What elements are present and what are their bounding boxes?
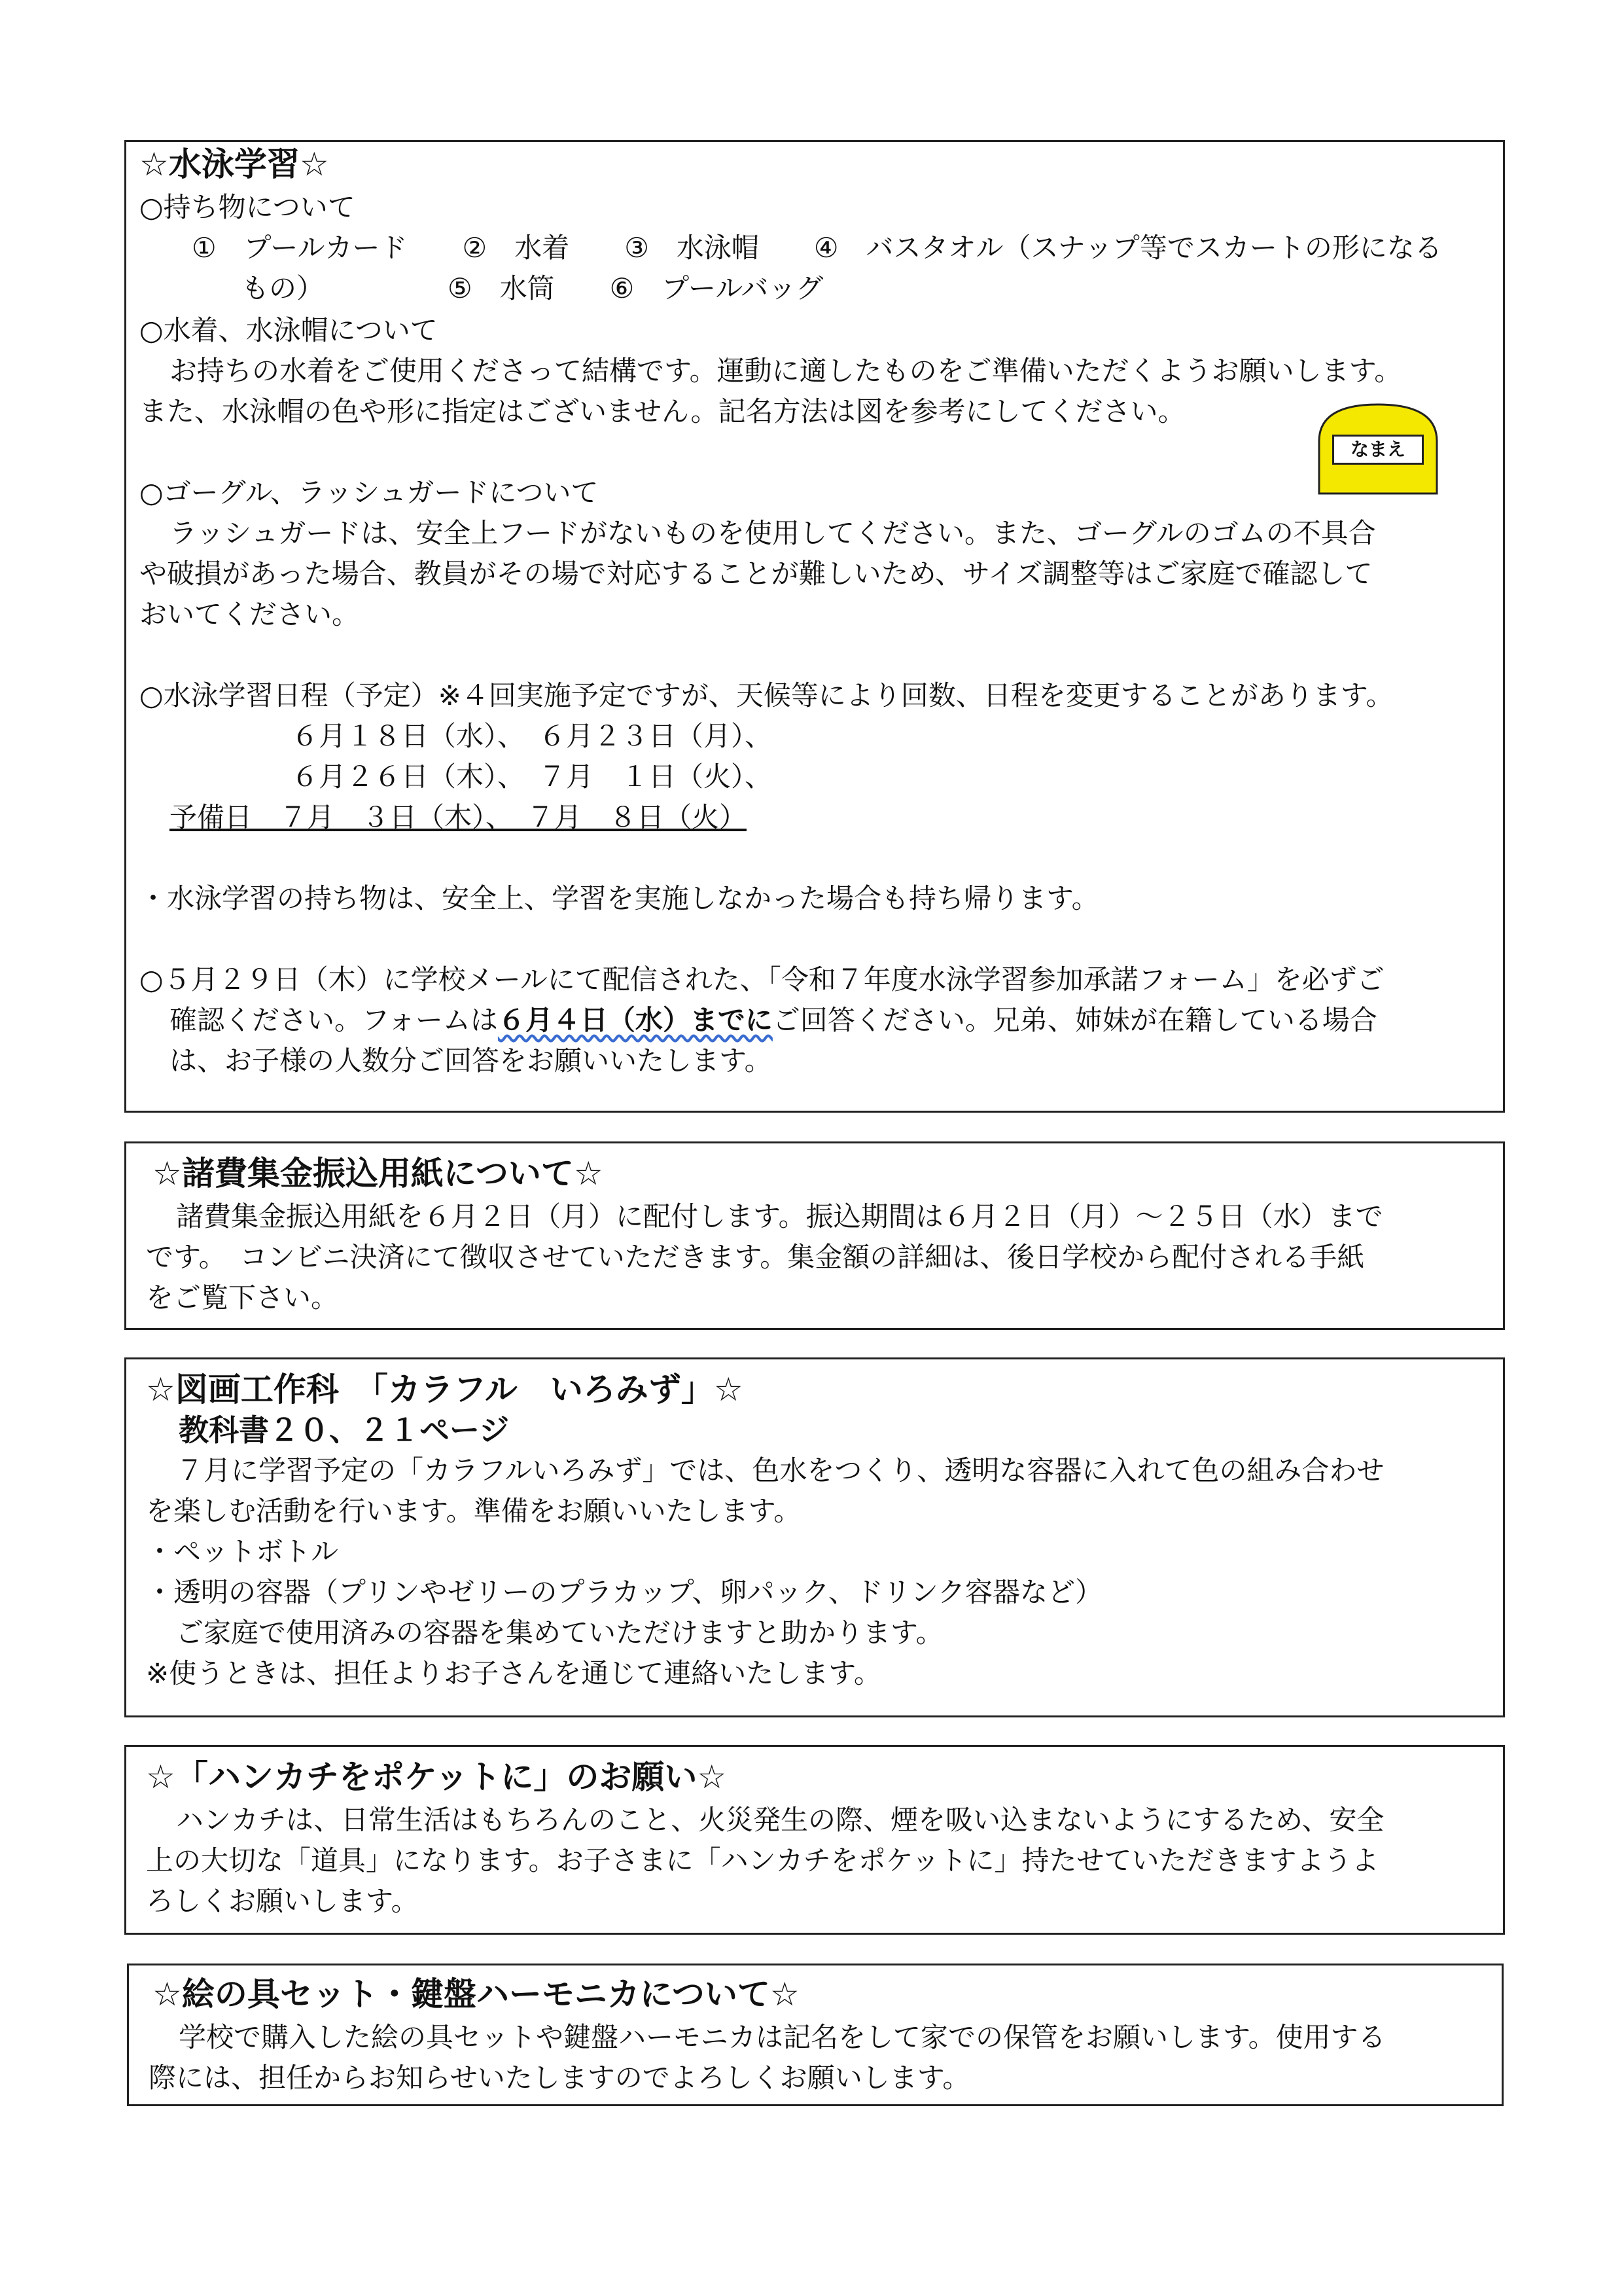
hanky-title: ☆「ハンカチをポケットに」のお願い☆ — [146, 1758, 727, 1796]
form-text-c: ご回答ください。兄弟、姉妹が在籍している場合 — [772, 1004, 1377, 1036]
art-note: ※使うときは、担任よりお子さんを通じて連絡いたします。 — [146, 1657, 881, 1689]
items-heading: ○持ち物について — [139, 191, 355, 223]
schedule-heading: ○水泳学習日程（予定）※４回実施予定ですが、天候等により回数、日程を変更することがあります。 — [139, 679, 1394, 711]
hanky-paragraph-1: ハンカチは、日常生活はもちろんのこと、火災発生の際、煙を吸い込まないようにするため、安全 — [176, 1804, 1385, 1836]
art-paragraph-1: ７月に学習予定の「カラフルいろみず」では、色水をつくり、透明な容器に入れて色の組み合わせ — [176, 1454, 1385, 1486]
fees-title: ☆諸費集金振込用紙について☆ — [152, 1155, 603, 1193]
fees-paragraph-3: をご覧下さい。 — [146, 1282, 339, 1314]
schedule-row-3: 予備日 ７月 ３日（木）、 ７月 ８日（火） — [169, 801, 747, 833]
hanky-section — [124, 1745, 1505, 1935]
art-subtitle: 教科書２０、２１ページ — [179, 1412, 510, 1448]
fees-section — [124, 1141, 1505, 1330]
suit-paragraph-2: また、水泳帽の色や形に指定はございません。記名方法は図を参考にしてください。 — [139, 395, 1186, 427]
hanky-paragraph-2: 上の大切な「道具」になります。お子さまに「ハンカチをポケットに」持たせていただきますようよ — [146, 1844, 1379, 1876]
form-paragraph-1: ○５月２９日（木）に学校メールにて配信された、「令和７年度水泳学習参加承諾フォーム」を必ずご — [139, 963, 1385, 996]
paint-paragraph-1: 学校で購入した絵の具セットや鍵盤ハーモニカは記名をして家での保管をお願いします。使用する — [179, 2021, 1386, 2053]
form-deadline: ６月４日（水）までに — [497, 1004, 773, 1036]
goggle-paragraph-3: おいてください。 — [139, 598, 360, 630]
items-row-1: ① プールカード ② 水着 ③ 水泳帽 ④ バスタオル（スナップ等でスカートの形になる — [192, 232, 1442, 264]
art-bullet-1: ・ペットボトル — [146, 1535, 339, 1568]
fees-paragraph-2: です。 コンビニ決済にて徴収させていただきます。集金額の詳細は、後日学校から配付される手紙 — [146, 1241, 1365, 1273]
items-row-2: もの） ⑤ 水筒 ⑥ プールバッグ — [241, 272, 824, 304]
carry-note: ・水泳学習の持ち物は、安全上、学習を実施しなかった場合も持ち帰ります。 — [139, 882, 1099, 914]
fees-paragraph-1: 諸費集金振込用紙を６月２日（月）に配付します。振込期間は６月２日（月）～２５日（水）まで — [176, 1200, 1383, 1232]
cap-name-label: なまえ — [1332, 435, 1424, 465]
art-paragraph-2: を楽しむ活動を行います。準備をお願いいたします。 — [146, 1495, 802, 1527]
goggle-paragraph-2: や破損があった場合、教員がその場で対応することが難しいため、サイズ調整等はご家庭で確認して — [139, 558, 1373, 590]
swim-title: ☆水泳学習☆ — [139, 145, 329, 183]
paint-section — [127, 1964, 1504, 2106]
suit-paragraph-1: お持ちの水着をご使用くださって結構です。運動に適したものをご準備いただくようお願いします。 — [169, 355, 1402, 387]
art-section — [124, 1357, 1505, 1717]
art-bullet-3: ご家庭で使用済みの容器を集めていただけますと助かります。 — [176, 1617, 944, 1649]
art-bullet-2: ・透明の容器（プリンやゼリーのプラカップ、卵パック、ドリンク容器など） — [146, 1576, 1103, 1608]
schedule-row-1: ６月１８日（水）、 ６月２３日（月）、 — [291, 720, 773, 752]
goggle-heading: ○ゴーグル、ラッシュガードについて — [139, 476, 599, 509]
form-paragraph-3: は、お子様の人数分ご回答をお願いいたします。 — [169, 1045, 772, 1077]
art-title: ☆図画工作科 「カラフル いろみず」☆ — [146, 1371, 743, 1408]
paint-title: ☆絵の具セット・鍵盤ハーモニカについて☆ — [152, 1975, 800, 2013]
swim-section — [124, 140, 1505, 1113]
form-text-a: 確認ください。フォームは — [169, 1004, 498, 1036]
paint-paragraph-2: 際には、担任からお知らせいたしますのでよろしくお願いします。 — [149, 2062, 970, 2094]
suit-heading: ○水着、水泳帽について — [139, 314, 438, 346]
schedule-row-2: ６月２６日（木）、 ７月 １日（火）、 — [291, 761, 773, 793]
form-paragraph-2 — [169, 1002, 1377, 1039]
goggle-paragraph-1: ラッシュガードは、安全上フードがないものを使用してください。また、ゴーグルのゴムの不具合 — [169, 517, 1376, 549]
hanky-paragraph-3: ろしくお願いします。 — [146, 1885, 419, 1917]
swim-cap-illustration — [1314, 401, 1442, 496]
